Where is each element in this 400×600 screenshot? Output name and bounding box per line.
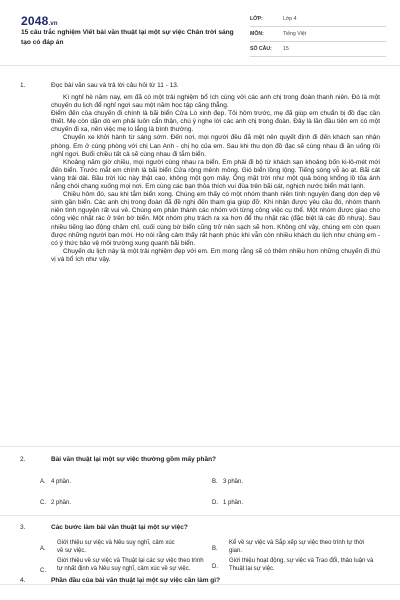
option-letter: A. xyxy=(40,479,46,485)
question-divider xyxy=(0,584,400,585)
meta-value: Lớp 4 xyxy=(283,16,297,22)
option-text: Kể về sự việc và Sắp xếp sự việc theo trình tự thời gian. xyxy=(229,540,365,555)
option-text: 3 phần. xyxy=(223,479,244,485)
passage-paragraph: Chiều hôm đó, sau khi tắm biển xong. Chúng em thấy có một nhóm thanh niên tình nguyện đang dọn dẹp vệ sinh gần biển. Các anh chị trong đoàn đã đề nghị đến tham gia giúp đỡ. Khi nhận được yêu cầu đó, nhóm thanh niên tình nguyện rất vui vẻ. Chúng em phân thành các nhóm với từng công việc cụ thể. Một nhóm được giao cho công việc nhặt rác ở trên bờ biển. Một nhóm phụ trách ra xa hơn để thu nhặt rác (đặc biệt là các đồ nhựa). Sau nhiều tiếng lao động chăm chỉ, cuối cùng bờ biển cũng trở nên sạch sẽ hơn. Không chỉ vậy, chúng em còn quen được những người bạn mới. Họ nói rằng cảm thấy rất hạnh phúc khi vẫn còn nhiều khách du lịch như chúng em - có ý thức bảo vệ môi trường xung quanh bãi biển. xyxy=(51,191,380,247)
meta-key: SỐ CÂU: xyxy=(250,46,272,52)
passage-paragraph: Chuyến du lịch này là một trải nghiệm đẹp với em. Em mong rằng sẽ có thêm nhiều hơn những chuyến đi thú vị và bổ ích như vậy. xyxy=(51,247,380,263)
question-number: 2. xyxy=(20,456,26,463)
option-letter: C. xyxy=(40,500,46,506)
passage-paragraph: Điểm đến của chuyến đi chính là bãi biển Cửa Lò xinh đẹp. Tôi hôm trước, mẹ đã giúp em chuẩn bị đồ đạc cần thiết. Mẹ còn dặn dò em phải luôn cẩn thận, chú ý nghe lời các anh chị trong đoàn. Đây là lần đầu tiên em có một chuyến đi xa, nên việc mẹ lo lắng là bình thường. xyxy=(51,110,380,134)
question-text: Đọc bài văn sau và trả lời câu hỏi từ 11 - 13. xyxy=(51,82,179,89)
option-letter: D. xyxy=(212,500,218,506)
meta-value: 15 xyxy=(283,46,289,52)
passage-paragraph: Kì nghỉ hè năm nay, em đã có một trải nghiệm bổ ích cùng với các anh chị trong đoàn thanh niên. Đó là một chuyến du lịch để nghỉ ngơi sau một năm học tập căng thẳng. xyxy=(51,94,380,110)
option-text: 4 phần. xyxy=(51,479,72,485)
passage-paragraph: Khoảng năm giờ chiều, mọi người cùng nhau ra biển. Em phải đi bộ từ khách sạn khoảng bốn ki-lô-mét mới đến biển. Trước mắt em chính là bãi biển Cửa rộng mênh mông. Gió biển lồng lộng. Tiếng sóng vỗ ào ạt. Bãi cát vàng trải dài. Bầu trời lúc này thật cao, không một gợn mây. Ông mặt trời như một quả bóng khổng lồ tỏa ánh nắng chói chang xuống mọi nơi. Em cùng các bạn thỏa thích vui đùa trên bãi cát, nghịch nước biển mát lạnh. xyxy=(51,158,380,191)
reading-passage xyxy=(51,94,380,264)
question-number: 4. xyxy=(20,577,26,584)
document-title: 15 câu trắc nghiệm Viết bài văn thuật lại một sự việc Chân trời sáng tạo có đáp án xyxy=(21,29,234,46)
meta-key: LỚP: xyxy=(250,16,263,22)
passage-paragraph: Chuyến xe khởi hành từ sáng sớm. Đến nơi, mọi người đều đã mệt nên quyết định đi đến khách sạn nhận phòng. Em ở cùng phòng với chị Lan Anh - chị họ của em. Sau khi thu dọn đồ đạc sẽ cùng nhau đi ăn uống rồi nghỉ ngơi. Buổi chiều tất cả sẽ cùng nhau đi tắm biển. xyxy=(51,134,380,158)
question-text: Bài văn thuật lại một sự việc thường gồm mấy phần? xyxy=(51,456,217,463)
question-divider xyxy=(0,515,400,516)
option-text: 1 phần. xyxy=(223,500,244,506)
option-letter: D. xyxy=(212,564,218,570)
page-header xyxy=(0,0,400,64)
question-divider xyxy=(0,446,400,447)
meta-row-count xyxy=(250,42,386,57)
meta-table xyxy=(250,12,386,57)
header-divider xyxy=(0,65,400,66)
meta-key: MÔN: xyxy=(250,31,264,37)
option-text: Giới thiệu về sự việc và Thuật lại các sự việc theo trình tự nhất định và Nêu suy nghĩ, cảm xúc về sự việc. xyxy=(57,558,204,573)
question-text: Các bước làm bài văn thuật lại một sự việc? xyxy=(51,524,188,531)
option-text: 2 phần. xyxy=(51,500,72,506)
site-logo[interactable]: 2048.vn xyxy=(21,14,58,28)
option-text: Giới thiệu hoạt động, sự việc và Trao đổi, thảo luận và Thuật lại sự việc. xyxy=(229,558,374,573)
question-number: 1. xyxy=(20,82,26,89)
option-letter: C. xyxy=(40,568,46,574)
question-text: Phần đầu của bài văn thuật lại một sự việc cần làm gì? xyxy=(51,577,221,584)
question-number: 3. xyxy=(20,524,26,531)
option-letter: B. xyxy=(212,479,218,485)
option-text: Giới thiệu sự việc và Nêu suy nghĩ, cảm xúc về sự việc. xyxy=(57,540,175,555)
meta-row-class xyxy=(250,12,386,27)
option-letter: B. xyxy=(212,546,218,552)
meta-row-subject xyxy=(250,27,386,42)
option-letter: A. xyxy=(40,546,46,552)
meta-value: Tiếng Việt xyxy=(283,31,307,37)
